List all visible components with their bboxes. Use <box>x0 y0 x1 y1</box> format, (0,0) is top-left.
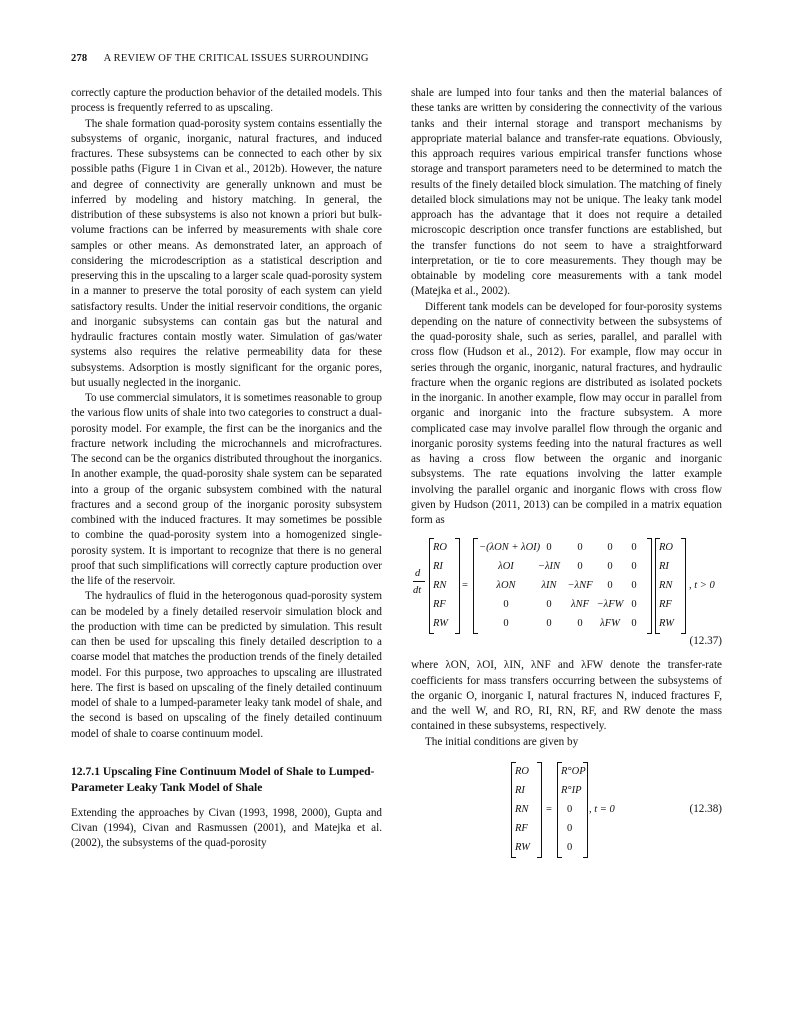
section-title: 12.7.1 Upscaling Fine Continuum Model of Shale to Lumped-Parameter Leaky Tank Model of Shale <box>71 764 375 794</box>
eq1-rhs-vector: RW <box>659 618 674 630</box>
paragraph: correctly capture the production behavior of the detailed models. This process is frequently referred to as upscaling. <box>71 87 383 115</box>
eq1-derivative-top: d <box>415 568 421 580</box>
eq2-lhs-vector: RF <box>515 822 528 834</box>
paragraph: Extending the approaches by Civan (1993, 1998, 2000), Gupta and Civan (1994), Civan and Rasmussen (2001), and Matejka et al. (2002), the subsystems of the quad-porosity <box>71 806 382 850</box>
eq2-rhs-value: R°OP <box>561 765 586 777</box>
matrix-cell: 0 <box>607 542 613 554</box>
eq2-lhs-vector: RW <box>515 841 530 853</box>
equation-12-37: d dt RO RI RN RF RW = −(λON + λOI) 0 0 0 0 λOI −λIN 0 0 0 λON λIN −λNF 0 0 0 0 λNF −λFW 0 0 0 0 λFW 0 RO RI RN RF RW , t > 0 (12.37) <box>411 528 722 646</box>
eq2-lhs-vector: RN <box>515 803 529 815</box>
matrix-cell: 0 <box>503 618 509 630</box>
eq1-lhs-vector: RW <box>433 618 448 630</box>
eq2-lhs-vector: RI <box>515 784 525 796</box>
eq1-rhs-vector: RI <box>659 561 669 573</box>
eq1-lhs-vector: RO <box>433 542 447 554</box>
eq1-rhs-vector: RF <box>659 599 672 611</box>
matrix-cell: 0 <box>546 542 552 554</box>
matrix-cell: λFW <box>600 618 620 630</box>
matrix-cell: 0 <box>631 561 637 573</box>
eq2-rhs-value: R°IP <box>561 784 582 796</box>
eq1-lhs-vector: RF <box>433 599 446 611</box>
matrix-cell: −λNF <box>567 580 593 592</box>
matrix-cell: λON <box>496 580 516 592</box>
eq2-lhs-vector: RO <box>515 765 529 777</box>
eq2-rhs-value: 0 <box>567 822 573 834</box>
matrix-cell: λNF <box>571 599 589 611</box>
eq1-lhs-vector: RI <box>433 561 443 573</box>
eq1-derivative-bottom: dt <box>413 585 422 597</box>
matrix-cell: 0 <box>631 542 637 554</box>
running-title: A REVIEW OF THE CRITICAL ISSUES SURROUNDING <box>103 53 369 64</box>
running-header <box>71 53 369 64</box>
left-column <box>71 86 382 852</box>
paragraph: To use commercial simulators, it is sometimes reasonable to group the various flow units of shale into two categories to construct a dual-porosity model. For example, the first can be the inorganics and the fracture network including the microchannels and microfractures. The second can be the organics distributed throughout the inorganics. In another example, the quad-porosity shale system can be separated into a group of the organic subsystem combined with the natural fractures and a second group of the inorganic porosity subsystem combined with the induced fractures. It may sometimes be possible to combine the quad-porosity system into a homogenized single-porosity system. It is important to recognize that there is no general proof that such simplifications will correctly capture production over the life of the reservoir. <box>71 392 382 587</box>
eq1-rhs-vector: RN <box>659 580 673 592</box>
matrix-cell: 0 <box>631 618 637 630</box>
eq1-condition: , t > 0 <box>689 580 715 592</box>
eq2-rhs-value: 0 <box>567 803 573 815</box>
paragraph: shale are lumped into four tanks and then the material balances of these tanks are written by considering the connectivity of the various tanks and their internal storage and transport mechanisms by appropriate material balance and transfer-rate equations. Obviously, this approach requires various empirical transfer functions whose storage and transport parameters need to be determined to match the results of the finely detailed block simulation. The matching of finely detailed block simulations may not be unique. The leaky tank model approach has the advantage that it does not require a detailed microscopic description once transfer functions are established, but the transfer functions do not seem to have a straightforward interpretation, or tie to core measurements. They though may be obtainable by modeling core measurements with a tank model (Matejka et al., 2002). <box>411 87 722 298</box>
matrix-cell: 0 <box>577 542 583 554</box>
matrix-cell: 0 <box>546 599 552 611</box>
paragraph: where λON, λOI, λIN, λNF and λFW denote the transfer-rate coefficients for mass transfers occurring between the subsystems of the organic O, inorganic I, natural fractures N, induced fractures F, and the well W, and RO, RI, RN, RF, and RW denote the mass contained in these subsystems, respectively. <box>411 659 722 733</box>
paragraph: The hydraulics of fluid in the heterogonous quad-porosity system can be modeled by a finely detailed reservoir simulation block and the production with time can be predicted by simulation. This result can then be used for upscaling this finely detailed description to a coarse model that matches the production trends of the finely detailed model. For this purpose, two approaches to upscaling are illustrated here. The first is based on upscaling of the finely detailed continuum model of shale to a lumped-parameter leaky tank model of shale, and the second is based on upscaling of the finely detailed continuum model of shale to coarse continuum model. <box>71 590 382 740</box>
paragraph: The initial conditions are given by <box>425 735 579 748</box>
matrix-cell: 0 <box>577 561 583 573</box>
matrix-cell: −λFW <box>596 599 624 611</box>
eq1-lhs-vector: RN <box>433 580 447 592</box>
matrix-cell: 0 <box>503 599 509 611</box>
matrix-cell: −λIN <box>537 561 561 573</box>
matrix-cell: λIN <box>541 580 557 592</box>
equation-number: (12.38) <box>689 802 722 815</box>
eq2-condition: , t = 0 <box>589 803 615 815</box>
matrix-cell: λOI <box>498 561 514 573</box>
matrix-cell: 0 <box>577 618 583 630</box>
paragraph: Different tank models can be developed for four-porosity systems depending on the nature of connectivity between the subsystems of the quad-porosity shale, such as series, parallel, and parallel with cross flow (Hudson et al., 2012). For example, flow may occur in series through the organic, inorganic, natural fractures, and hydraulic fracture when the organic regions are distributed as isolated pockets in the inorganic. In another example, flow may occur in parallel from organic and inorganic into the fracture subsystem. A more complicated case may involve parallel flow through the organic and inorganic porosity systems feeding into the natural fractures as well as having a cross flow between the organic and inorganic subsystems. The rate equations involving the latter example involving the parallel organic and inorganic flows with cross flow given by Hudson (2011, 2013) can be compiled in a matrix equation form as <box>411 300 722 526</box>
matrix-cell: 0 <box>607 561 613 573</box>
eq1-rhs-vector: RO <box>659 542 673 554</box>
eq2-rhs-value: 0 <box>567 841 573 853</box>
page-number: 278 <box>71 53 88 64</box>
matrix-cell: 0 <box>607 580 613 592</box>
matrix-cell: 0 <box>546 618 552 630</box>
matrix-cell: 0 <box>631 580 637 592</box>
equation-number: (12.37) <box>689 635 722 648</box>
matrix-cell: 0 <box>631 599 637 611</box>
matrix-cell: −(λON + λOI) <box>479 542 541 554</box>
right-column <box>411 86 722 860</box>
paragraph: The shale formation quad-porosity system contains essentially the subsystems of organic, inorganic, natural fractures, and induced fractures. These subsystems can be connected to each other by six possible paths (Figure 1 in Civan et al., 2012b). However, the nature and degree of connectivity are generally unknown and must be inferred by modeling and history matching. In general, the distribution of these subsystems is also not known a priori but bulk-volume fractions can be inferred by measurements with shale core samples or other means. As demonstrated later, an approach of considering the microdescription as a statistical description and preserving this in the upscaling to a larger scale quad-porosity system in a manner to preserve the total porosity of each system can yield satisfactory results. Under the initial reservoir conditions, the organic and inorganic subsystems can contain gas but the natural and hydraulic fractures contain mostly water. Simulation of gas/water systems also requires the relative permeability data for these subsystems. Adsorption is mostly significant for the organic pores, but usually neglected in the inorganic. <box>71 117 382 389</box>
equation-12-38: RO RI RN RF RW = R°OP R°IP 0 0 0 , t = 0 (12.38) <box>411 760 722 860</box>
